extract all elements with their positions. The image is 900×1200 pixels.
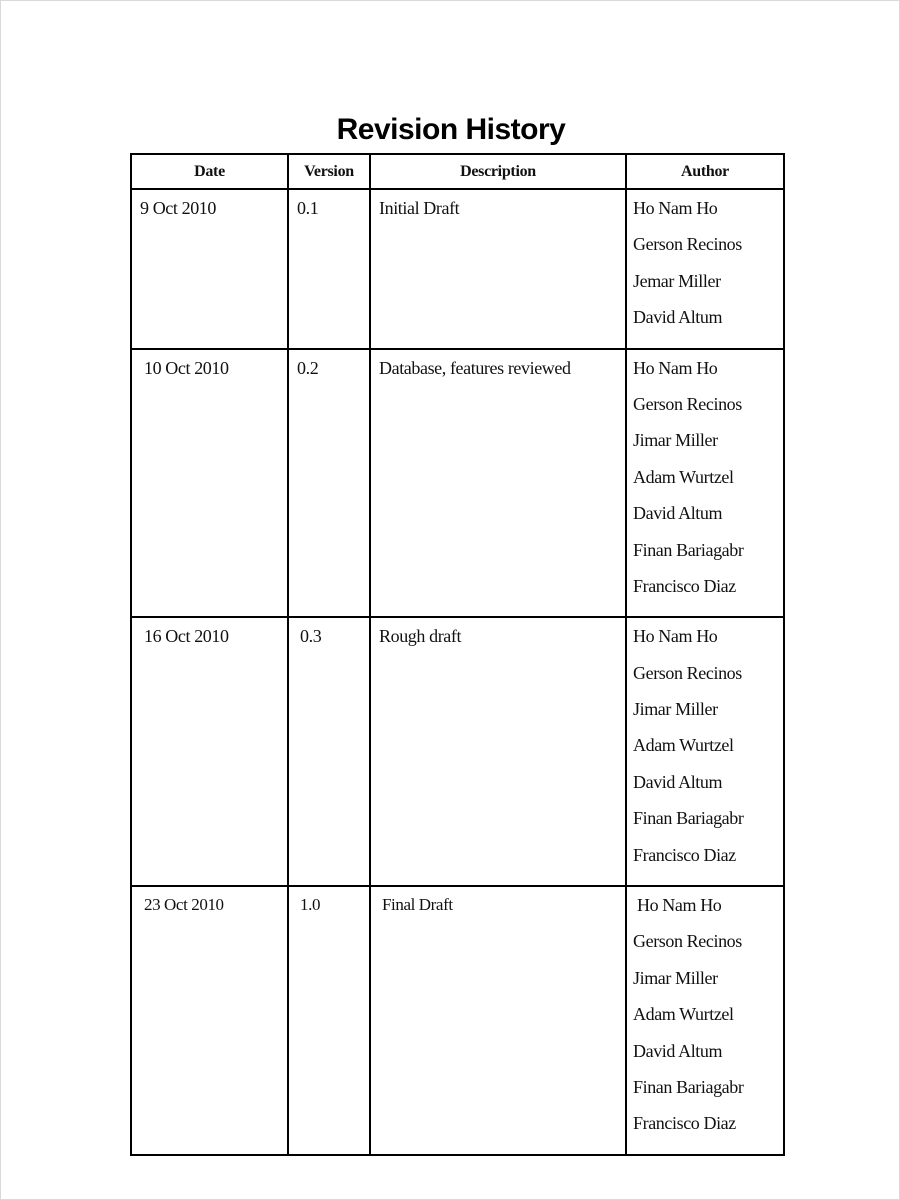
revision-history-table: [130, 153, 785, 1156]
date-text: 16 Oct 2010: [144, 626, 229, 647]
description-cell: [370, 189, 626, 349]
date-text: 9 Oct 2010: [140, 198, 216, 218]
author-name: Gerson Recinos: [633, 393, 742, 414]
author-name: Adam Wurtzel: [633, 1004, 734, 1025]
date-cell: [131, 886, 288, 1155]
author-name: Gerson Recinos: [633, 662, 742, 683]
version-cell: [288, 349, 370, 618]
author-name: Gerson Recinos: [633, 234, 742, 255]
description-cell: [370, 886, 626, 1155]
author-list: [627, 350, 783, 617]
author-cell: [626, 886, 784, 1155]
author-list: [627, 887, 783, 1154]
version-text: 0.2: [297, 357, 319, 378]
author-name: Finan Bariagabr: [633, 539, 744, 560]
author-name: Finan Bariagabr: [633, 808, 744, 829]
author-name: Jemar Miller: [633, 270, 721, 291]
description-text: Database, features reviewed: [379, 357, 571, 378]
date-text: 10 Oct 2010: [144, 357, 229, 378]
author-cell: [626, 189, 784, 349]
author-name: Jimar Miller: [633, 967, 718, 988]
description-cell: [370, 349, 626, 618]
author-name: Jimar Miller: [633, 699, 718, 720]
description-cell: [370, 617, 626, 886]
author-cell: [626, 349, 784, 618]
version-text: 1.0: [300, 895, 321, 915]
author-name: David Altum: [633, 307, 723, 328]
header-description: Description: [370, 154, 626, 189]
author-name: Finan Bariagabr: [633, 1076, 744, 1097]
table-row: [131, 189, 784, 349]
description-text: Initial Draft: [379, 198, 460, 218]
author-name: Ho Nam Ho: [633, 357, 718, 378]
table-row: [131, 617, 784, 886]
author-name: Francisco Diaz: [633, 1113, 736, 1134]
author-name: Francisco Diaz: [633, 844, 736, 865]
date-cell: [131, 189, 288, 349]
table-row: [131, 349, 784, 618]
author-name: Gerson Recinos: [633, 931, 742, 952]
author-name: David Altum: [633, 503, 723, 524]
author-list: [627, 618, 783, 885]
author-name: Adam Wurtzel: [633, 466, 734, 487]
header-date: Date: [131, 154, 288, 189]
author-name: Adam Wurtzel: [633, 735, 734, 756]
date-cell: [131, 349, 288, 618]
author-name: Ho Nam Ho: [633, 198, 718, 218]
author-name: David Altum: [633, 771, 723, 792]
author-name: Ho Nam Ho: [633, 626, 718, 647]
version-cell: [288, 886, 370, 1155]
header-author: Author: [626, 154, 784, 189]
author-name: Ho Nam Ho: [637, 895, 722, 916]
description-text: Final Draft: [382, 895, 453, 915]
author-name: David Altum: [633, 1040, 723, 1061]
author-cell: [626, 617, 784, 886]
table-header-row: [131, 154, 784, 189]
document-title: Revision History: [336, 113, 566, 146]
date-text: 23 Oct 2010: [144, 895, 224, 915]
version-cell: [288, 189, 370, 349]
author-name: Jimar Miller: [633, 430, 718, 451]
header-version: Version: [288, 154, 370, 189]
version-text: 0.3: [300, 626, 322, 647]
author-list: [627, 190, 783, 348]
table-row: [131, 886, 784, 1155]
version-text: 0.1: [297, 198, 319, 218]
description-text: Rough draft: [379, 626, 462, 647]
author-name: Francisco Diaz: [633, 575, 736, 596]
date-cell: [131, 617, 288, 886]
version-cell: [288, 617, 370, 886]
